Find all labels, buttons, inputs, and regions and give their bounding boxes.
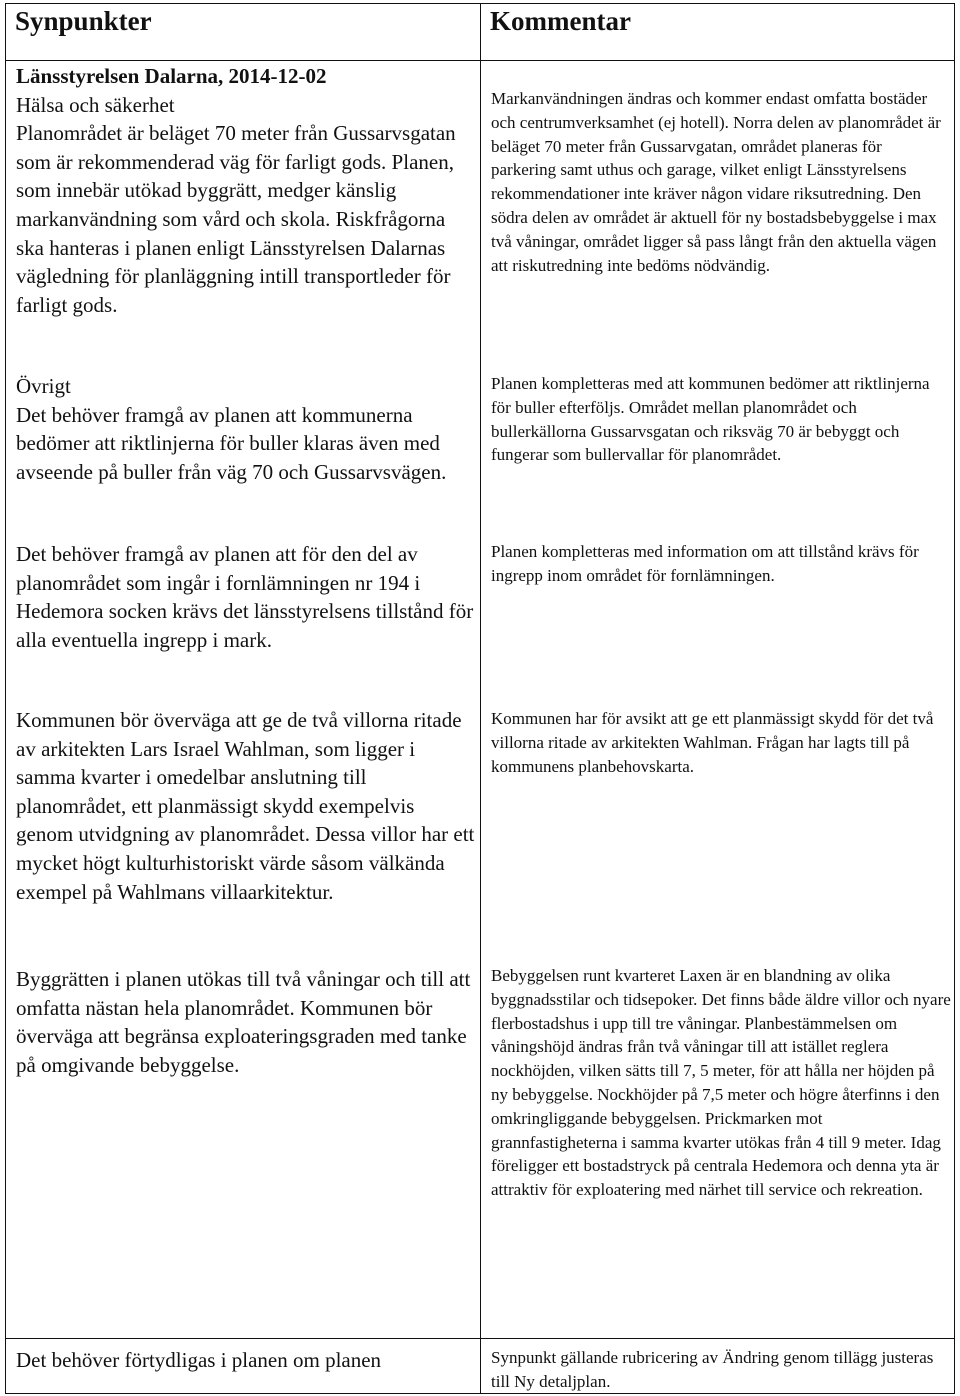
section-heading: Hälsa och säkerhet [16, 92, 175, 117]
kommentar-text: Planen kompletteras med information om att tillstånd krävs för ingrepp inom området för fornlämningen. [491, 542, 919, 585]
kommentar-cell-ovrigt [491, 372, 951, 467]
kommentar-text: Kommunen har för avsikt att ge ett planmässigt skydd för det två villorna ritade av arkitekten Wahlman. Frågan har lagts till på kommunens planbehovskarta. [491, 709, 934, 776]
synpunkt-text: Det behöver framgå av planen att för den del av planområdet som ingår i fornlämningen nr 194 i Hedemora socken krävs det länsstyrelsens tillstånd för alla eventuella ingrepp i mark. [16, 542, 474, 652]
table-column-divider [480, 3, 481, 1394]
synpunkt-cell-halsa-sakerhet [16, 62, 476, 319]
kommentar-cell-rubricering [491, 1346, 951, 1394]
kommentar-text: Bebyggelsen runt kvarteret Laxen är en blandning av olika byggnadsstilar och tidsepoker. Det finns både äldre villor och nyare flerbostadshus i upp till tre våningar. Planbestämmelsen om våningshöjd ändras från två våningar till att istället reglera nockhöjden, vilken sätts till 7, 5 meter, för att hålla ner höjden på ny bebyggelse. Nockhöjder på 7,5 meter och högre återfinns i den omkringliggande bebyggelsen. Prickmarken mot grannfastigheterna i samma kvarter utökas från 4 till 9 meter. Idag föreligger ett bostadstryck på centrala Hedemora och denna yta är attraktiv för exploatering med närhet till service och rekreation. [491, 966, 951, 1200]
kommentar-cell-halsa-sakerhet [491, 87, 951, 277]
section-heading: Övrigt [16, 374, 71, 398]
synpunkt-cell-fornlamning [16, 540, 476, 654]
synpunkt-text: Det behöver framgå av planen att kommunerna bedömer att riktlinjerna för buller klaras även med avseende på buller från väg 70 och Gussarvsvägen. [16, 402, 447, 484]
synpunkt-cell-ovrigt [16, 372, 476, 486]
kommentar-text: Synpunkt gällande rubricering av Ändring genom tillägg justeras till Ny detaljplan. [491, 1348, 934, 1391]
synpunkt-text: Byggrätten i planen utökas till två våningar och till att omfatta nästan hela planområdet. Kommunen bör överväga att begränsa exploateringsgraden med tanke på omgivande bebyggelse. [16, 967, 471, 1077]
synpunkt-cell-byggratt [16, 965, 476, 1079]
synpunkt-text: Kommunen bör överväga att ge de två villorna ritade av arkitekten Lars Israel Wahlman, som ligger i samma kvarter i omedelbar anslutning till planområdet, ett planmässigt skydd exempelvis genom utvidgning av planområdet. Dessa villor har ett mycket högt kulturhistoriskt värde såsom välkända exempel på Wahlmans villaarkitektur. [16, 708, 475, 904]
table-border-left [5, 3, 6, 1394]
column-header-kommentar: Kommentar [490, 6, 631, 36]
synpunkt-cell-wahlman-villor [16, 706, 476, 906]
synpunkt-text: Det behöver förtydligas i planen om planen [16, 1348, 382, 1372]
table-border-right [954, 3, 955, 1394]
kommentar-text: Markanvändningen ändras och kommer endast omfatta bostäder och centrumverksamhet (ej hotell). Norra delen av planområdet är beläget 70 meter från Gussarvgatan, området planeras för parkering samt uthus och garage, vilket enligt Länsstyrelsens rekommendationer inte kräver någon vidare riksutredning. Den södra delen av området är aktuell för ny bostadsbebyggelse i max två våningar, området ligger så pass långt från den aktuella vägen att riskutredning inte bedöms nödvändig. [491, 89, 941, 275]
synpunkt-text: Planområdet är beläget 70 meter från Gussarvsgatan som är rekommenderad väg för farligt gods. Planen, som innebär utökad byggrätt, medger känslig markanvändning som vård och skola. Riskfrågorna ska hanteras i planen enligt Länsstyrelsen Dalarnas vägledning för planläggning intill transportleder för farligt gods. [16, 121, 456, 317]
kommentar-cell-wahlman-villor [491, 707, 951, 778]
kommentar-text: Planen kompletteras med att kommunen bedömer att riktlinjerna för buller efterföljs. Området mellan planområdet och bullerkällorna Gussarvsgatan och riksväg 70 är bebyggt och fungerar som bullervallar för planområdet. [491, 374, 930, 465]
synpunkt-cell-fortydligas [16, 1346, 476, 1375]
remiss-sender: Länsstyrelsen Dalarna, 2014-12-02 [16, 64, 327, 88]
column-header-synpunkter: Synpunkter [15, 6, 152, 36]
kommentar-cell-fornlamning [491, 540, 951, 588]
kommentar-cell-byggratt [491, 964, 951, 1202]
